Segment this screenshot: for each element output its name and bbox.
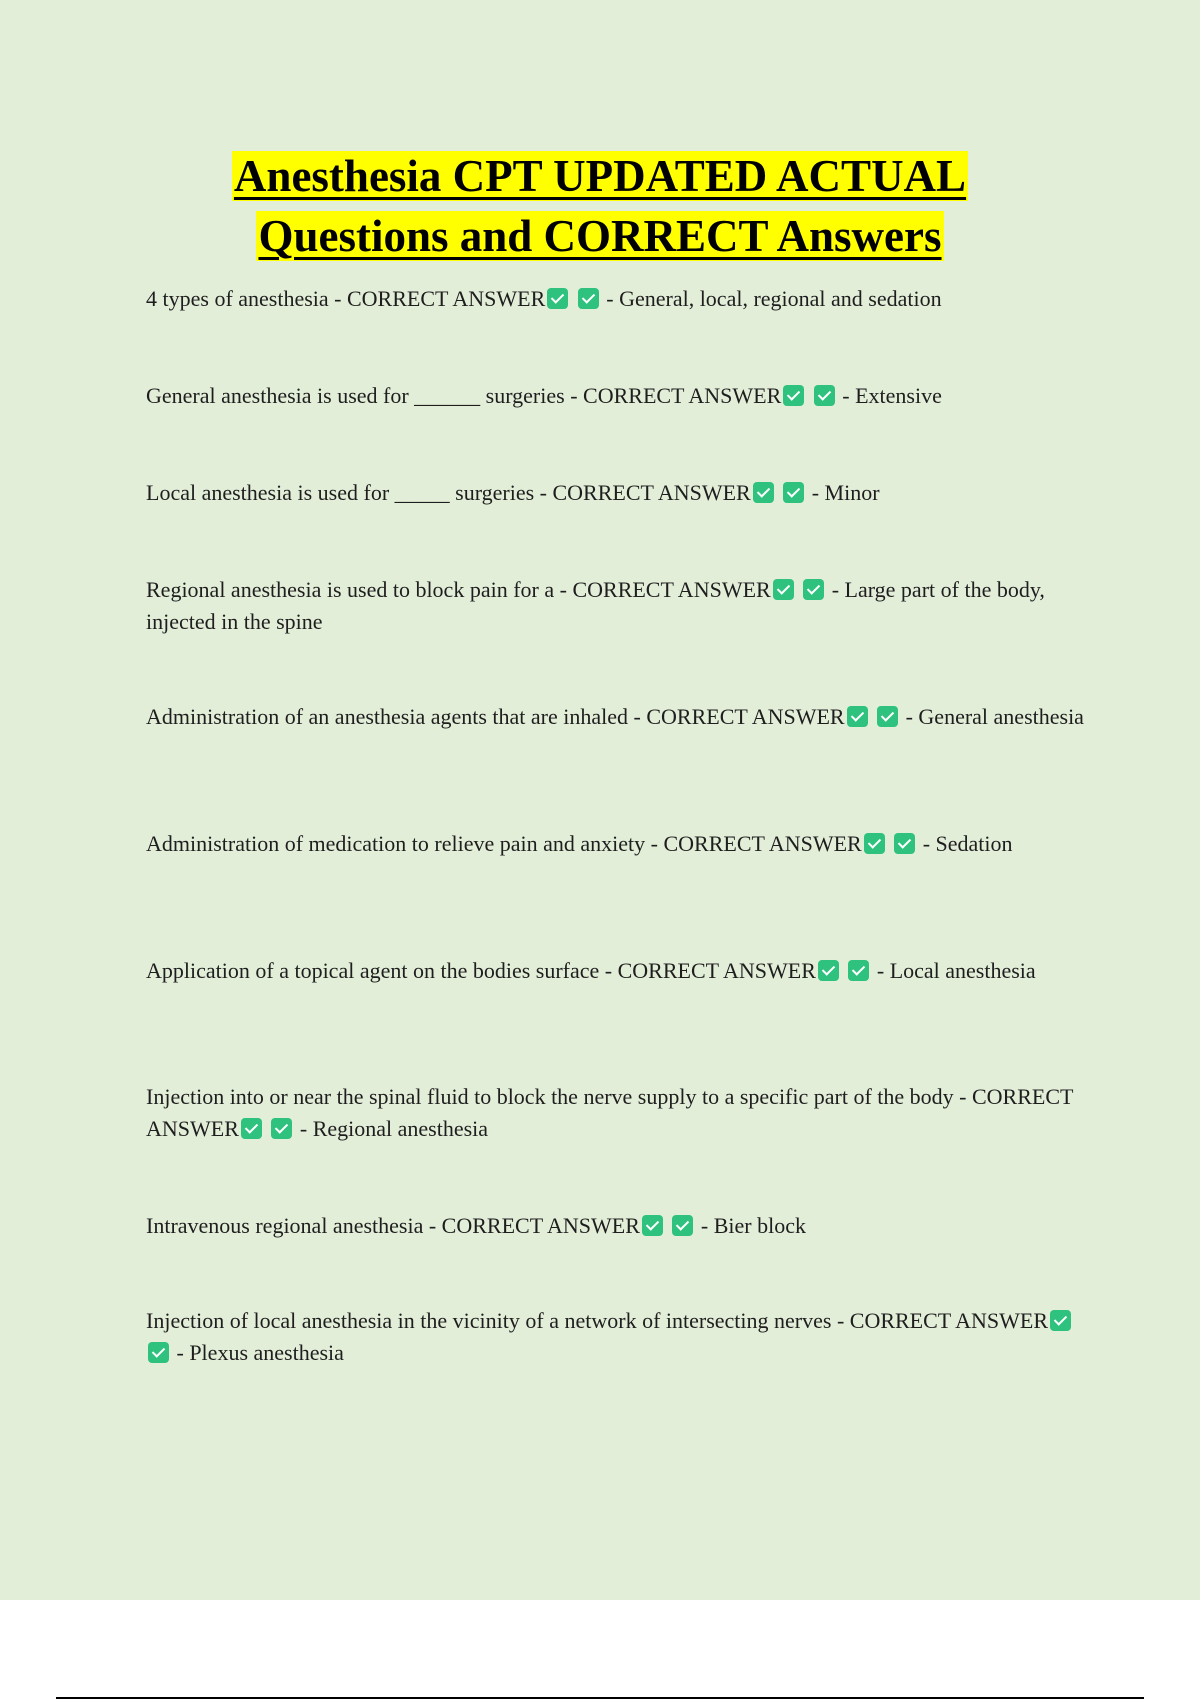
- question-text: Local anesthesia is used for _____ surgeries -: [146, 480, 553, 505]
- question-text: 4 types of anesthesia -: [146, 286, 347, 311]
- answer-label: CORRECT ANSWER: [572, 577, 771, 602]
- answer-label: CORRECT ANSWER: [552, 480, 751, 505]
- check-mark-icon: [271, 1118, 292, 1139]
- check-mark-icon: [642, 1215, 663, 1236]
- answer-text: - General, local, regional and sedation: [600, 286, 942, 311]
- check-mark-icon: [783, 385, 804, 406]
- qa-item: [146, 477, 1086, 509]
- answer-text: - Large part of the body, injected in the spine: [146, 577, 1045, 634]
- question-text: Application of a topical agent on the bodies surface -: [146, 958, 618, 983]
- page-divider: [56, 1697, 1144, 1699]
- answer-label: CORRECT ANSWER: [849, 1308, 1049, 1333]
- check-mark-icon: [848, 960, 869, 981]
- qa-item: [146, 701, 1086, 733]
- answer-label: CORRECT ANSWER: [441, 1213, 640, 1238]
- answer-text: - Regional anesthesia: [294, 1116, 489, 1141]
- qa-item: [146, 1305, 1086, 1369]
- title-line-2: Questions and CORRECT Answers: [258, 211, 942, 261]
- question-text: General anesthesia is used for ______ surgeries -: [146, 383, 584, 408]
- check-mark-icon: [148, 1342, 169, 1363]
- question-text: Regional anesthesia is used to block pain for a -: [146, 577, 573, 602]
- answer-label: CORRECT ANSWER: [146, 1084, 1074, 1141]
- question-text: Intravenous regional anesthesia -: [146, 1213, 442, 1238]
- answer-text: - Plexus anesthesia: [171, 1340, 344, 1365]
- document-title: [0, 146, 1200, 266]
- qa-item: [146, 574, 1086, 638]
- question-text: Injection into or near the spinal fluid to block the nerve supply to a specific part of the body -: [146, 1084, 972, 1109]
- qa-item: [146, 283, 1086, 315]
- check-mark-icon: [803, 579, 824, 600]
- title-line-1: Anesthesia CPT UPDATED ACTUAL: [233, 151, 967, 201]
- check-mark-icon: [783, 482, 804, 503]
- answer-text: - Minor: [806, 480, 880, 505]
- qa-item: [146, 1081, 1086, 1145]
- answer-label: CORRECT ANSWER: [663, 831, 862, 856]
- answer-label: CORRECT ANSWER: [646, 704, 845, 729]
- check-mark-icon: [818, 960, 839, 981]
- question-text: Injection of local anesthesia in the vicinity of a network of intersecting nerves -: [146, 1308, 850, 1333]
- question-text: Administration of an anesthesia agents that are inhaled -: [146, 704, 647, 729]
- check-mark-icon: [753, 482, 774, 503]
- qa-item: [146, 380, 1086, 412]
- answer-text: - Bier block: [695, 1213, 807, 1238]
- answer-label: CORRECT ANSWER: [583, 383, 782, 408]
- answer-label: CORRECT ANSWER: [617, 958, 816, 983]
- check-mark-icon: [877, 706, 898, 727]
- answer-text: - Extensive: [836, 383, 942, 408]
- answer-text: - Sedation: [917, 831, 1013, 856]
- check-mark-icon: [814, 385, 835, 406]
- answer-label: CORRECT ANSWER: [347, 286, 546, 311]
- answer-text: - General anesthesia: [900, 704, 1084, 729]
- qa-item: [146, 828, 1086, 860]
- check-mark-icon: [894, 833, 915, 854]
- check-mark-icon: [578, 288, 599, 309]
- check-mark-icon: [547, 288, 568, 309]
- qa-item: [146, 1210, 1086, 1242]
- question-text: Administration of medication to relieve pain and anxiety -: [146, 831, 664, 856]
- check-mark-icon: [672, 1215, 693, 1236]
- qa-item: [146, 955, 1086, 987]
- check-mark-icon: [241, 1118, 262, 1139]
- answer-text: - Local anesthesia: [871, 958, 1036, 983]
- check-mark-icon: [773, 579, 794, 600]
- check-mark-icon: [864, 833, 885, 854]
- check-mark-icon: [847, 706, 868, 727]
- check-mark-icon: [1050, 1310, 1071, 1331]
